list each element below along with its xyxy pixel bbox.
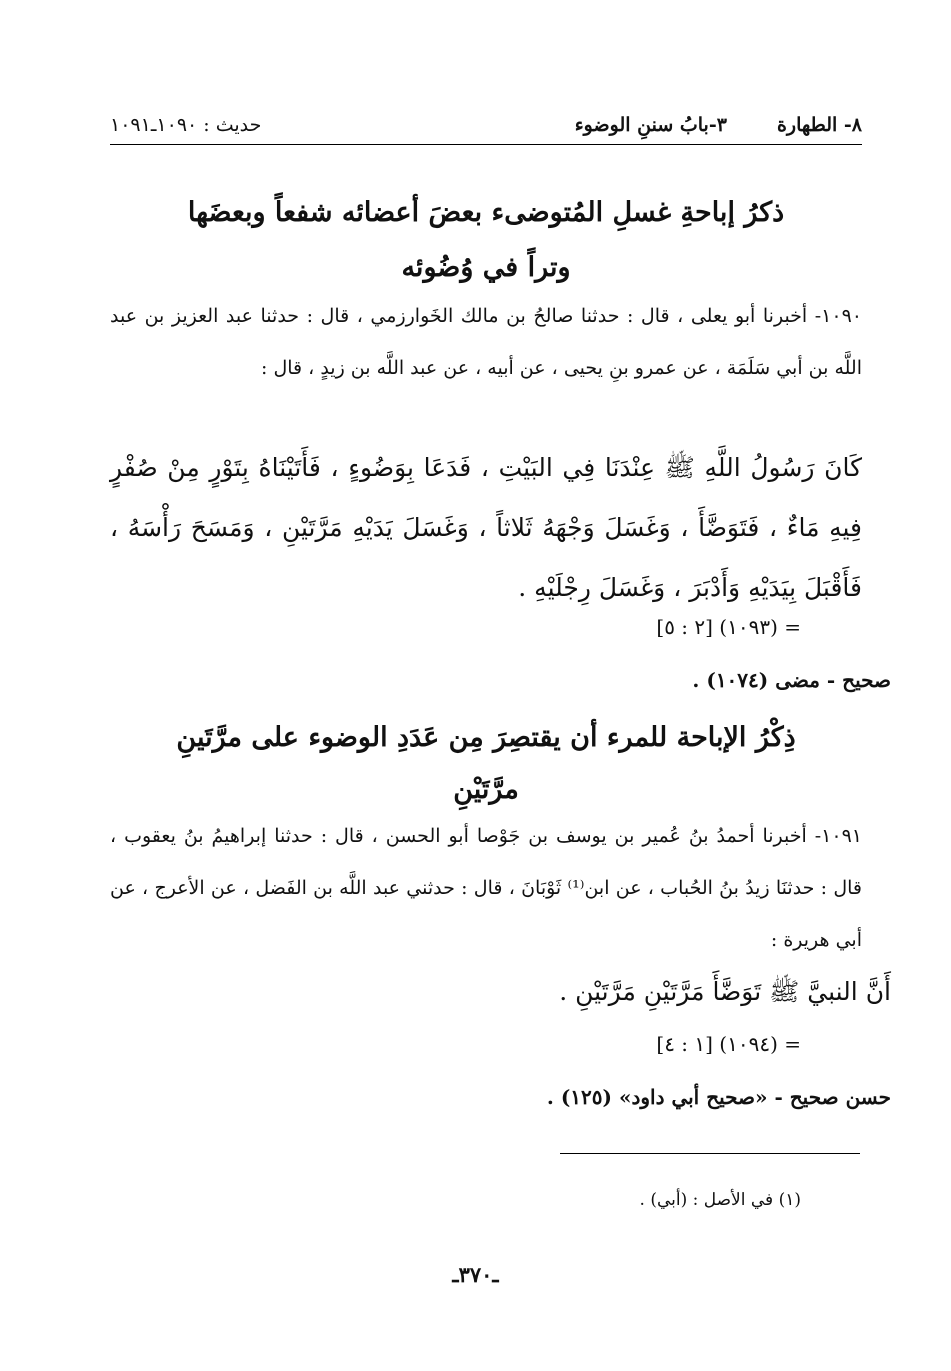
entry1-reference: = (١٠٩٣) [٢ : ٥]	[656, 615, 801, 639]
page-header	[110, 110, 862, 145]
entry2-title-line1: ذِكْرُ الإباحة للمرء أن يقتصِرَ مِن عَدَدِ الوضوء على مرَّتَينِ	[176, 722, 796, 753]
footnote: (١) في الأصل : (أبي) .	[639, 1190, 801, 1210]
section-label: ٣-بابُ سننِ الوضوء	[574, 114, 727, 136]
entry1-grade: صحيح - مضى (١٠٧٤) .	[692, 668, 891, 692]
entry2-grade: حسن صحيح - «صحيح أبي داود» (١٢٥) .	[546, 1085, 891, 1109]
entry2-title-line2: مرَّتَيْنِ	[453, 774, 519, 805]
chapter-label: ٨- الطهارة	[776, 114, 862, 136]
entry2-isnad: ١٠٩١- أخبرنا أحمدُ بنُ عُمير بن يوسف بن جَوْصا أبو الحسن ، قال : حدثنا إبراهيمُ بنُ يعقوب ، قال : حدثنَا زيدُ بنُ الحُباب ، عن ابن⁽¹⁾ ثَوْبَانَ ، قال : حدثني عبد اللَّه بن الفَضل ، عن الأعرج ، عن أبي هريرة :	[110, 825, 863, 951]
footnote-divider	[560, 1153, 860, 1154]
page-number: ـ٣٧٠ـ	[452, 1262, 499, 1287]
entry1-matn: كَانَ رَسُولُ اللَّهِ ﷺ عِنْدَنَا فِي البَيْتِ ، فَدَعَا بِوَضُوءٍ ، فَأَتَيْنَاهُ بِتَوْرٍ مِنْ صُفْرٍ فِيهِ مَاءٌ ، فَتَوَضَّأَ ، وَغَسَلَ وَجْهَهُ ثَلاثاً ، وَغَسَلَ يَدَيْهِ مَرَّتَيْنِ ، وَمَسَحَ رَأْسَهُ ، فَأَقْبَلَ بِيَدَيْهِ وَأَدْبَرَ ، وَغَسَلَ رِجْلَيْهِ .	[110, 453, 862, 602]
entry1-title-line2: وتراً في وُضُوئه	[401, 252, 571, 283]
hadith-range: حديث : ١٠٩٠ـ١٠٩١	[110, 114, 262, 136]
entry2-reference: = (١٠٩٤) [١ : ٤]	[656, 1032, 801, 1056]
entry2-matn: أَنَّ النبيَّ ﷺ تَوَضَّأَ مَرَّتَيْنِ مَرَّتَيْنِ .	[559, 977, 891, 1006]
entry1-title-line1: ذكرُ إباحةِ غسلِ المُتوضىء بعضَ أعضائه شفعاً وبعضَها	[187, 197, 785, 228]
entry1-isnad: ١٠٩٠- أخبرنا أبو يعلى ، قال : حدثنا صالحُ بن مالك الخَوارزمي ، قال : حدثنا عبد العزيز بن عبد اللَّه بن أبي سَلَمَة ، عن عمرو بنِ يحيى ، عن أبيه ، عن عبد اللَّه بن زيدٍ ، قال :	[110, 305, 862, 379]
